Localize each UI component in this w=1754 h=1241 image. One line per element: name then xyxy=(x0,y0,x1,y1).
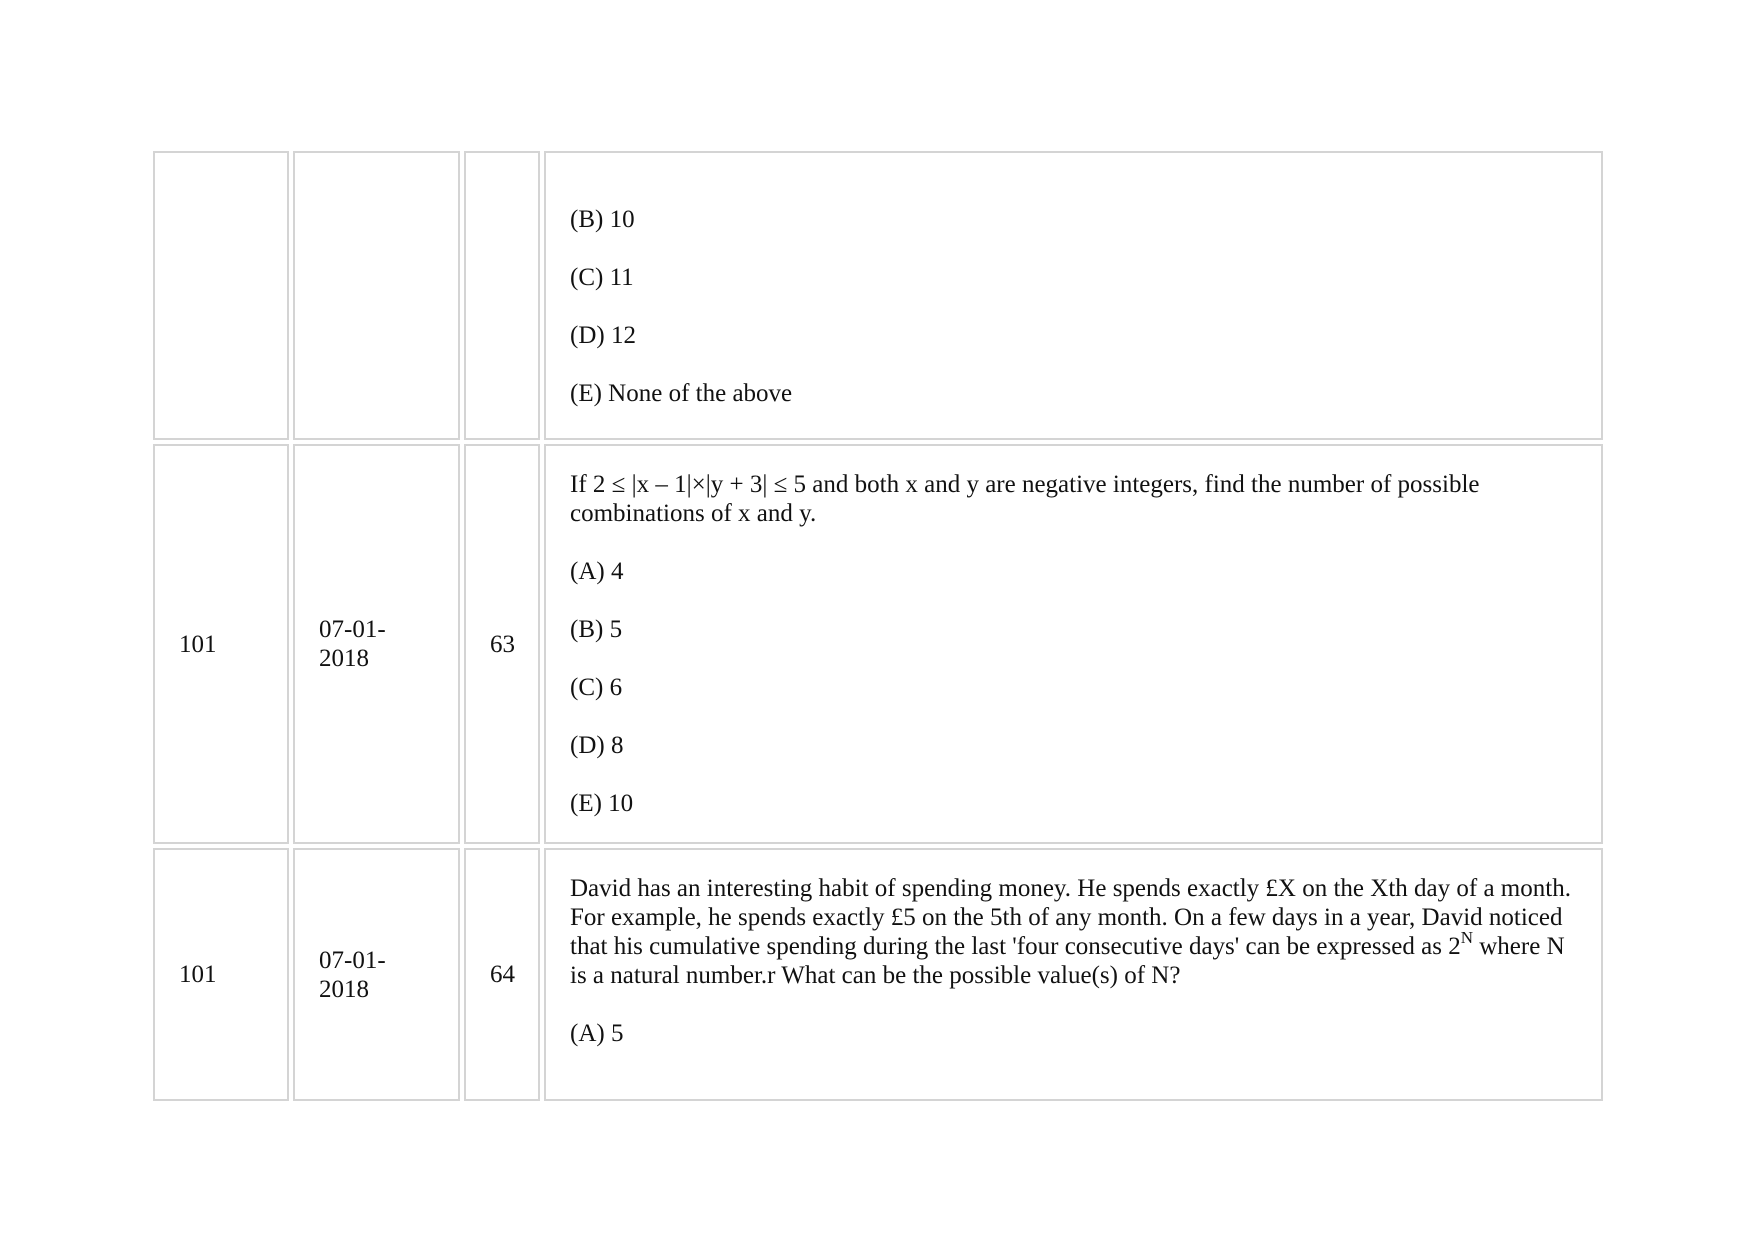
date-cell xyxy=(293,151,460,440)
option-d: (D) 12 xyxy=(570,322,636,349)
question-number-cell xyxy=(464,151,540,440)
option-e: (E) 10 xyxy=(570,790,634,817)
question-cell xyxy=(544,444,1603,844)
id-cell xyxy=(153,151,289,440)
question-text xyxy=(570,874,1577,990)
option-d: (D) 8 xyxy=(570,732,624,759)
option-b: (B) 5 xyxy=(570,616,623,643)
question-text: If 2 ≤ |x – 1|×|y + 3| ≤ 5 and both x and y are negative integers, find the number of possible combinations of x and y. xyxy=(570,471,1480,527)
option-b: (B) 10 xyxy=(570,206,635,233)
option-c: (C) 6 xyxy=(570,674,623,701)
id-cell: 101 xyxy=(153,848,289,1101)
question-number-cell: 64 xyxy=(464,848,540,1101)
question-text-part: where N is a natural number.r What can be the possible value(s) of N? xyxy=(570,933,1565,989)
table-row xyxy=(153,444,1603,844)
table-row xyxy=(153,151,1603,440)
option-e: (E) None of the above xyxy=(570,380,793,407)
date-cell: 07-01-2018 xyxy=(293,848,460,1101)
questions-table xyxy=(149,147,1607,1105)
question-cell xyxy=(544,151,1603,440)
option-a: (A) 5 xyxy=(570,1020,624,1047)
question-number-cell: 63 xyxy=(464,444,540,844)
exponent: N xyxy=(1460,927,1473,947)
table-row xyxy=(153,848,1603,1101)
question-cell xyxy=(544,848,1603,1101)
option-a: (A) 4 xyxy=(570,558,624,585)
date-cell: 07-01-2018 xyxy=(293,444,460,844)
question-text-part: David has an interesting habit of spending money. He spends exactly £X on the Xth day of a month. For example, he spends exactly £5 on the 5th of any month. On a few days in a year, David noticed that his cumulative spending during the last 'four consecutive days' can be expressed as 2 xyxy=(570,875,1571,960)
option-c: (C) 11 xyxy=(570,264,634,291)
id-cell: 101 xyxy=(153,444,289,844)
